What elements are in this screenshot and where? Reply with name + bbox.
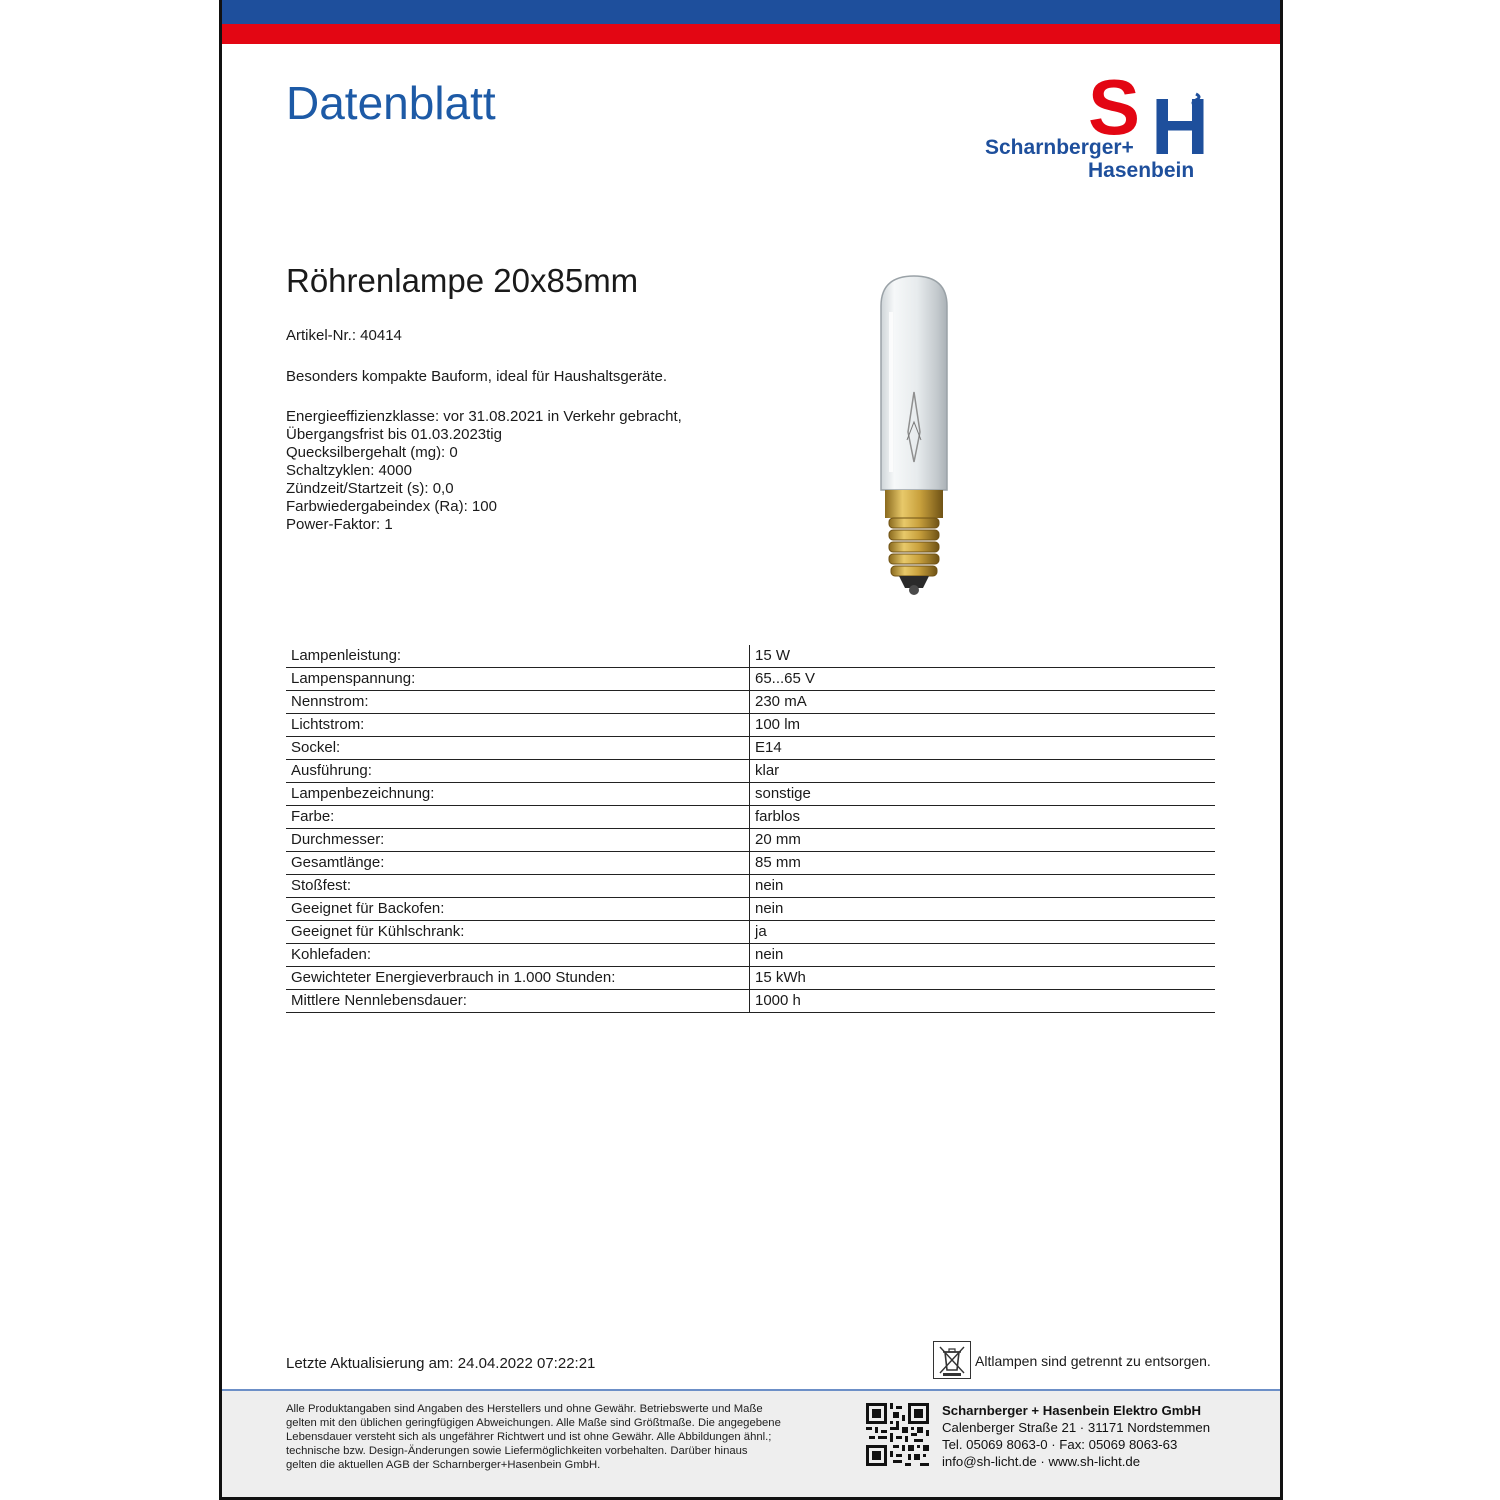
company-name: Scharnberger + Hasenbein Elektro GmbH	[942, 1403, 1202, 1418]
spec-label: Geeignet für Kühlschrank:	[286, 921, 750, 944]
company-logo	[982, 64, 1222, 189]
property-line: Zündzeit/Startzeit (s): 0,0	[286, 480, 454, 497]
table-row	[286, 875, 1215, 898]
disposal-note: Altlampen sind getrennt zu entsorgen.	[975, 1353, 1211, 1369]
legal-line: Alle Produktangaben sind Angaben des Herstellers und ohne Gewähr. Betriebswerte und Maße	[286, 1403, 763, 1415]
article-number: Artikel-Nr.: 40414	[286, 327, 402, 344]
header-stripe-blue	[222, 0, 1280, 24]
table-row	[286, 783, 1215, 806]
product-properties	[286, 408, 682, 534]
spec-value: 15 kWh	[750, 967, 1216, 990]
table-row	[286, 990, 1215, 1013]
company-web[interactable]: info@sh-licht.de · www.sh-licht.de	[942, 1454, 1141, 1469]
spec-label: Mittlere Nennlebensdauer:	[286, 990, 750, 1013]
page-title: Datenblatt	[286, 77, 496, 129]
spec-label: Durchmesser:	[286, 829, 750, 852]
logo-letter-h: H	[1151, 82, 1209, 171]
product-title: Röhrenlampe 20x85mm	[286, 262, 639, 299]
legal-line: technische bzw. Design-Änderungen sowie Liefermöglichkeiten vorbehalten. Darüber hinaus	[286, 1445, 748, 1457]
spec-table	[286, 645, 1215, 1013]
property-line: Quecksilbergehalt (mg): 0	[286, 444, 458, 461]
spec-value: ja	[750, 921, 1216, 944]
table-row	[286, 921, 1215, 944]
spec-value: 20 mm	[750, 829, 1216, 852]
company-phone: Tel. 05069 8063-0 · Fax: 05069 8063-63	[942, 1437, 1178, 1452]
logo-line-2: Hasenbein	[1088, 159, 1195, 182]
legal-disclaimer	[286, 1402, 846, 1472]
spec-label: Sockel:	[286, 737, 750, 760]
table-row	[286, 944, 1215, 967]
legal-line: gelten mit den üblichen geringfügigen Abweichungen. Alle Maße sind Größtmaße. Die angegebene	[286, 1417, 781, 1429]
table-row	[286, 737, 1215, 760]
spec-value: klar	[750, 760, 1216, 783]
table-row	[286, 645, 1215, 668]
legal-line: Lebensdauer versteht sich als ungefährer Richtwert und ist ohne Gewähr. Alle Abbildungen ähnl.;	[286, 1431, 772, 1443]
property-line: Schaltzyklen: 4000	[286, 462, 412, 479]
spec-value: 1000 h	[750, 990, 1216, 1013]
property-line: Farbwiedergabeindex (Ra): 100	[286, 498, 497, 515]
spec-label: Lampenbezeichnung:	[286, 783, 750, 806]
spec-value: 85 mm	[750, 852, 1216, 875]
spec-value: 100 lm	[750, 714, 1216, 737]
table-row	[286, 852, 1215, 875]
legal-line: gelten die aktuellen AGB der Scharnberger+Hasenbein GmbH.	[286, 1459, 601, 1471]
spec-label: Lampenleistung:	[286, 645, 750, 668]
spec-label: Farbe:	[286, 806, 750, 829]
last-updated: Letzte Aktualisierung am: 24.04.2022 07:22:21	[286, 1355, 596, 1372]
table-row	[286, 806, 1215, 829]
spec-value: E14	[750, 737, 1216, 760]
datasheet-page	[219, 0, 1283, 1500]
property-line: Energieeffizienzklasse: vor 31.08.2021 in Verkehr gebracht,	[286, 408, 682, 425]
spec-label: Lichtstrom:	[286, 714, 750, 737]
company-contact	[942, 1402, 1210, 1470]
spec-value: nein	[750, 944, 1216, 967]
table-row	[286, 668, 1215, 691]
table-row	[286, 714, 1215, 737]
spec-value: farblos	[750, 806, 1216, 829]
logo-line-1: Scharnberger+	[985, 136, 1134, 159]
spec-value: nein	[750, 898, 1216, 921]
spec-value: sonstige	[750, 783, 1216, 806]
qr-code-icon	[866, 1403, 929, 1466]
spec-value: nein	[750, 875, 1216, 898]
spec-value: 65...65 V	[750, 668, 1216, 691]
spec-label: Nennstrom:	[286, 691, 750, 714]
spec-value: 15 W	[750, 645, 1216, 668]
table-row	[286, 898, 1215, 921]
table-row	[286, 829, 1215, 852]
logo-letter-s: S	[1087, 64, 1141, 151]
spec-label: Kohlefaden:	[286, 944, 750, 967]
spec-label: Gewichteter Energieverbrauch in 1.000 Stunden:	[286, 967, 750, 990]
spec-value: 230 mA	[750, 691, 1216, 714]
spec-label: Lampenspannung:	[286, 668, 750, 691]
crossed-bin-icon	[933, 1341, 971, 1379]
spec-label: Geeignet für Backofen:	[286, 898, 750, 921]
tube-lamp-image	[877, 272, 951, 598]
property-line: Übergangsfrist bis 01.03.2023tig	[286, 426, 502, 443]
spec-label: Ausführung:	[286, 760, 750, 783]
table-row	[286, 760, 1215, 783]
property-line: Power-Faktor: 1	[286, 516, 393, 533]
spec-label: Gesamtlänge:	[286, 852, 750, 875]
header-stripe-red	[222, 24, 1280, 44]
spec-label: Stoßfest:	[286, 875, 750, 898]
product-description: Besonders kompakte Bauform, ideal für Haushaltsgeräte.	[286, 368, 668, 385]
table-row	[286, 691, 1215, 714]
table-row	[286, 967, 1215, 990]
company-address: Calenberger Straße 21 · 31171 Nordstemmen	[942, 1420, 1211, 1435]
